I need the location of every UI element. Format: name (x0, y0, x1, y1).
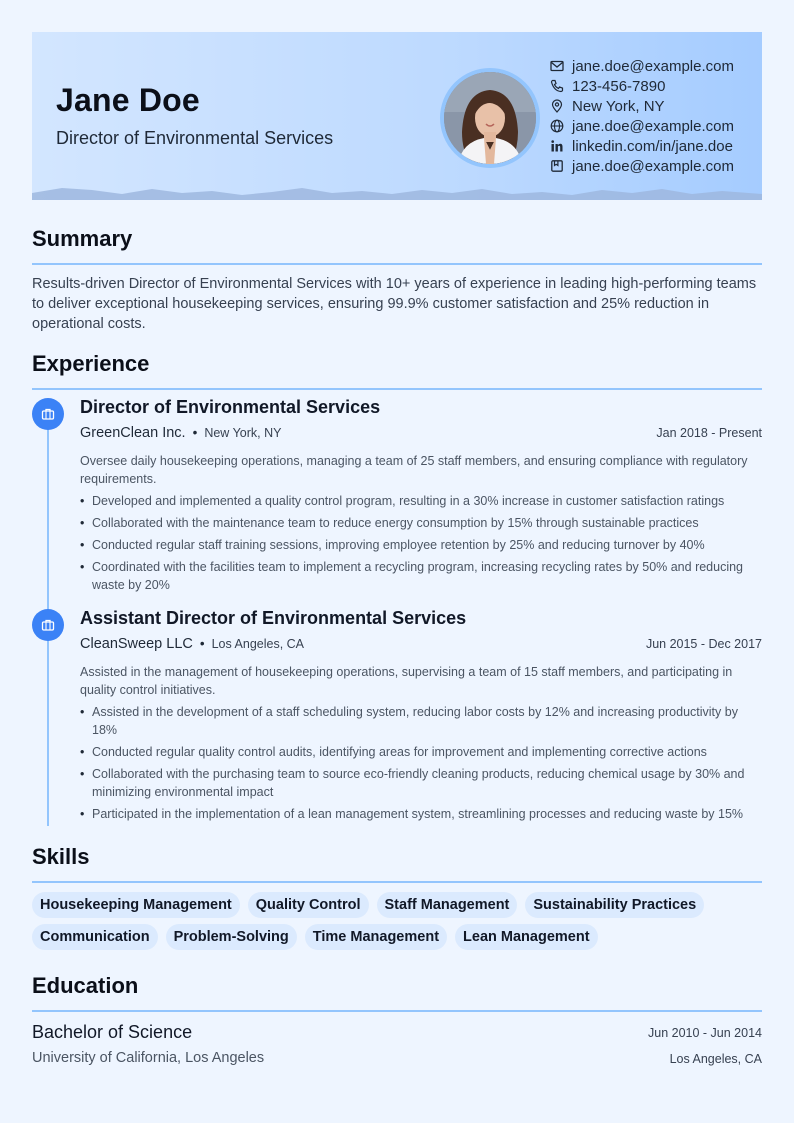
header-banner (32, 32, 762, 200)
education-location: Los Angeles, CA (669, 1052, 762, 1066)
contact-portfolio[interactable] (550, 156, 760, 176)
bookmark-icon (550, 159, 564, 173)
contact-portfolio-text: jane.doe@example.com (572, 157, 734, 175)
skills-list (32, 892, 762, 956)
experience-heading: Experience (32, 351, 150, 376)
achievement-item: • Conducted regular quality control audits, identifying areas for improvement and implementing corrective actions (80, 743, 762, 761)
skill-chip: Time Management (305, 924, 447, 950)
avatar (440, 68, 540, 168)
profile-photo (444, 72, 536, 164)
linkedin-icon (550, 139, 564, 153)
skill-chip: Quality Control (248, 892, 369, 918)
education-dates: Jun 2010 - Jun 2014 (648, 1026, 762, 1040)
phone-icon (550, 79, 564, 93)
contact-website-text: jane.doe@example.com (572, 117, 734, 135)
job-title: Director of Environmental Services (80, 397, 381, 417)
contact-website[interactable] (550, 116, 760, 136)
briefcase-icon (32, 609, 64, 641)
globe-icon (550, 119, 564, 133)
meta-separator: • (192, 425, 198, 440)
job-meta (80, 636, 762, 654)
contact-linkedin-text: linkedin.com/in/jane.doe (572, 137, 733, 155)
contact-location-text: New York, NY (572, 97, 665, 115)
skill-chip: Problem-Solving (166, 924, 297, 950)
achievement-item: • Collaborated with the purchasing team to source eco-friendly cleaning products, reducing chemical usage by 30% and minimizing environmental impact (80, 765, 762, 801)
job-dates: Jun 2015 - Dec 2017 (645, 637, 762, 651)
achievement-item: • Coordinated with the facilities team to implement a recycling program, increasing recycling rates by 50% and reducing waste by 20% (80, 558, 762, 594)
job-location: Los Angeles, CA (211, 637, 305, 651)
job-location: New York, NY (204, 426, 282, 440)
contact-phone-text: 123-456-7890 (572, 77, 666, 95)
skills-row (32, 924, 762, 950)
achievement-item: • Collaborated with the maintenance team to reduce energy consumption by 15% through sustainable practices (80, 514, 762, 532)
job-description: Assisted in the management of housekeeping operations, supervising a team of 15 staff members, and participating in quality control initiatives. (80, 665, 733, 697)
experience-divider (32, 388, 762, 390)
skill-chip: Housekeeping Management (32, 892, 240, 918)
skill-chip: Lean Management (455, 924, 598, 950)
education-divider (32, 1010, 762, 1012)
summary-divider (32, 263, 762, 265)
education-heading: Education (32, 973, 139, 998)
summary-heading: Summary (32, 226, 133, 251)
skills-heading: Skills (32, 844, 90, 869)
job-achievements (80, 492, 762, 598)
education-degree: Bachelor of Science (32, 1022, 193, 1042)
contact-location (550, 96, 760, 116)
contact-linkedin[interactable] (550, 136, 760, 156)
job-company: CleanSweep LLC (80, 636, 193, 652)
achievement-item: • Conducted regular staff training sessions, improving employee retention by 25% and reducing turnover by 40% (80, 536, 762, 554)
achievement-item: • Developed and implemented a quality control program, resulting in a 30% increase in customer satisfaction ratings (80, 492, 762, 510)
job-description: Oversee daily housekeeping operations, managing a team of 25 staff members, and ensuring compliance with regulatory requirements. (80, 454, 748, 486)
skills-divider (32, 881, 762, 883)
job-achievements (80, 703, 762, 827)
job-company: GreenClean Inc. (80, 425, 186, 441)
contact-list (550, 56, 760, 176)
achievement-item: • Assisted in the development of a staff scheduling system, reducing labor costs by 12% and increasing productivity by 18% (80, 703, 762, 739)
skills-row (32, 892, 762, 918)
mail-icon (550, 59, 564, 73)
header-wave-decoration (32, 184, 762, 200)
summary-text: Results-driven Director of Environmental Services with 10+ years of experience in leading high-performing teams to deliver exceptional housekeeping services, ensuring 99.9% customer satisfaction and 25% reduction in operational costs. (32, 276, 757, 332)
candidate-title: Director of Environmental Services (56, 128, 334, 148)
location-pin-icon (550, 99, 564, 113)
skill-chip: Communication (32, 924, 158, 950)
contact-email[interactable] (550, 56, 760, 76)
job-dates: Jan 2018 - Present (656, 426, 762, 440)
contact-phone[interactable] (550, 76, 760, 96)
candidate-name: Jane Doe (56, 82, 200, 118)
briefcase-icon (32, 398, 64, 430)
achievement-item: • Participated in the implementation of a lean management system, streamlining processes and reducing waste by 15% (80, 805, 762, 823)
job-meta (80, 425, 762, 443)
education-school: University of California, Los Angeles (32, 1050, 265, 1066)
meta-separator: • (199, 636, 205, 651)
job-title: Assistant Director of Environmental Services (80, 608, 467, 628)
skill-chip: Sustainability Practices (525, 892, 704, 918)
contact-email-text: jane.doe@example.com (572, 57, 734, 75)
skill-chip: Staff Management (377, 892, 518, 918)
